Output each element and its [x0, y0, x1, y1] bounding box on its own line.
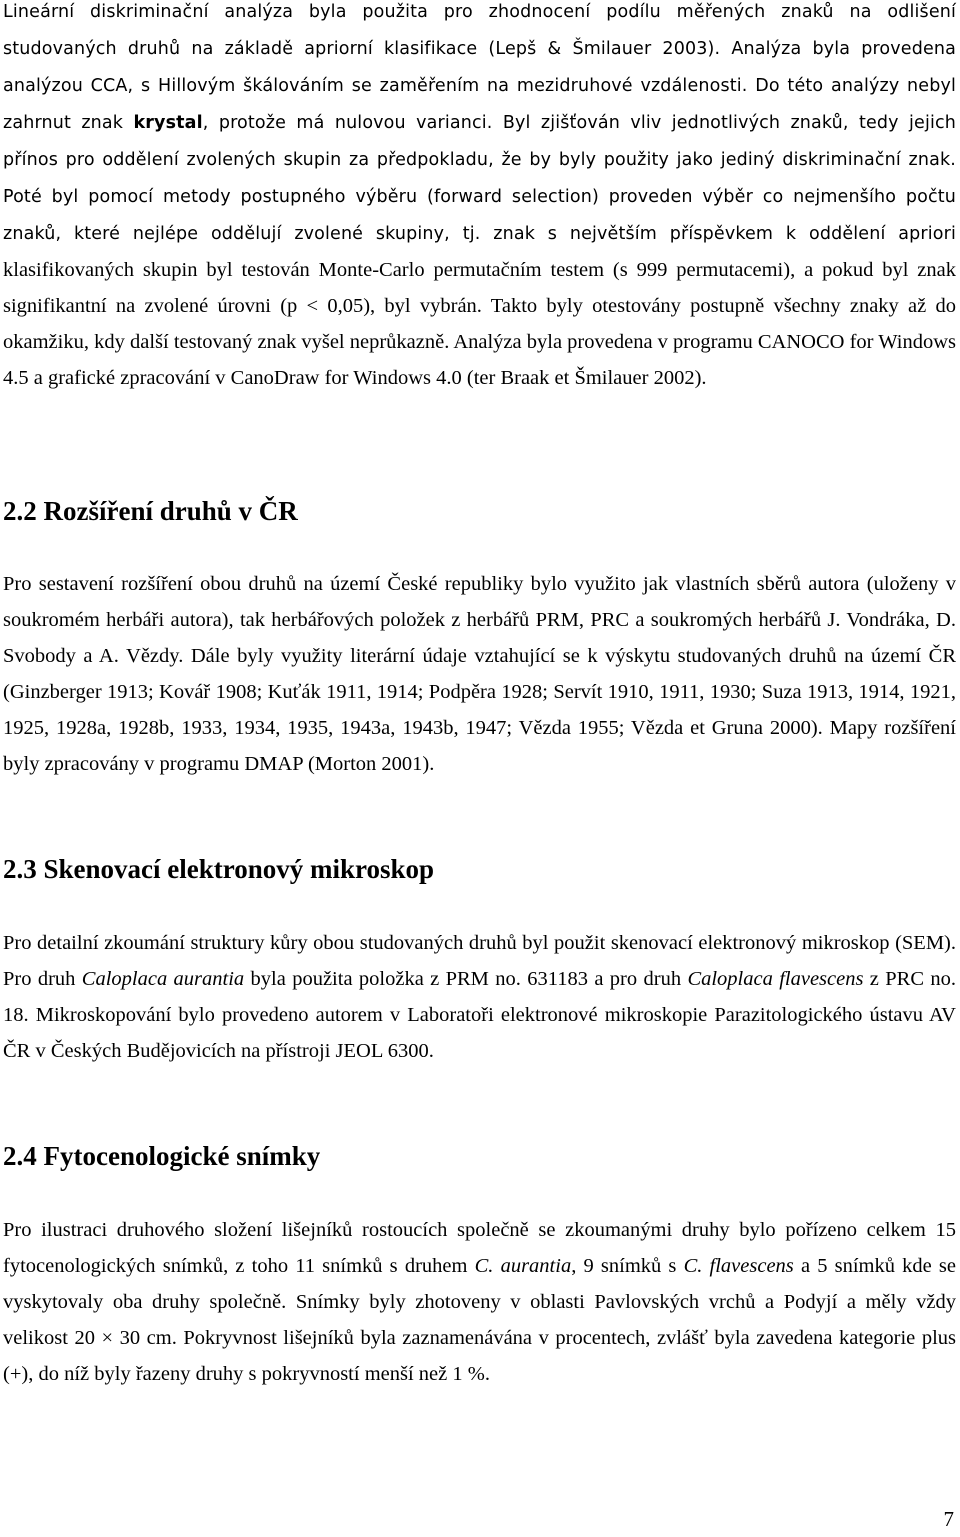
paragraph-text: Lineární diskriminační analýza byla použita pro zhodnocení podílu měřených znaků na odlišení studovaných druhů na základě apriorní klasifikace (Lepš & Šmilauer 2003). Analýza byla provedena analýzou CCA, s Hillovým škálováním se zaměřením na mezidruhové vzdálenosti. Do této analýzy nebyl zahrnut znak — [3, 2, 956, 133]
species-name: Caloplaca aurantia — [81, 968, 245, 990]
paragraph-text: Pro ilustraci druhového složení lišejníků rostoucích společně se zkoumanými druhy bylo pořízeno celkem 15 fytocenologických snímků, z toho 11 snímků s druhem — [3, 1219, 956, 1277]
species-name: C. aurantia — [474, 1255, 572, 1277]
section-heading-2-2: 2.2 Rozšíření druhů v ČR — [3, 496, 298, 526]
paragraph-distribution: Pro sestavení rozšíření obou druhů na území České republiky bylo využito jak vlastních sběrů autora (uloženy v soukromém herbáři autora), tak herbářových položek z herbářů PRM, PRC a soukromých herbářů J. Vondráka, D. Svobody a A. Vězdy. Dále byly využity literární údaje vztahující se k výskytu studovaných druhů na území ČR (Ginzberger 1913; Kovář 1908; Kuťák 1911, 1914; Podpěra 1928; Servít 1910, 1911, 1930; Suza 1913, 1914, 1921, 1925, 1928a, 1928b, 1933, 1934, 1935, 1943a, 1943b, 1947; Vězda 1955; Vězda et Gruna 2000). Mapy rozšíření byly zpracovány v programu DMAP (Morton 2001). — [3, 573, 956, 775]
term-krystal: krystal — [133, 113, 203, 133]
paragraph-text: z PRC no. 18. Mikroskopování bylo provedeno autorem v Laboratoři elektronové mikroskopie Parazitologického ústavu AV ČR v Českých Budějovicích na přístroji JEOL 6300. — [3, 968, 957, 1062]
paragraph-text: a 5 snímků kde se vyskytovaly oba druhy společně. Snímky byly zhotoveny v oblasti Pavlovských vrchů a Podyjí a měly vždy velikost 20 × 30 cm. Pokryvnost lišejníků byla zaznamenávána v procentech, zvlášť byla zavedena kategorie plus (+), do níž byly řazeny druhy s pokryvností menší než 1 %. — [3, 1255, 956, 1385]
section-heading-2-3: 2.3 Skenovací elektronový mikroskop — [3, 854, 435, 884]
section-heading-2-4: 2.4 Fytocenologické snímky — [3, 1141, 321, 1171]
paragraph-phytocenological — [3, 1212, 956, 1392]
paragraph-text: klasifikovaných skupin byl testován Monte-Carlo permutačním testem (s 999 permutacemi), a pokud byl znak signifikantní na zvolené úrovni (p < 0,05), byl vybrán. Takto byly otestovány postupně všechny znaky až do okamžiku, kdy další testovaný znak vyšel neprůkazně. Analýza byla provedena v programu CANOCO for Windows 4.5 a grafické zpracování v CanoDraw for Windows 4.0 (ter Braak et Šmilauer 2002). — [3, 259, 956, 389]
species-name: C. flavescens — [683, 1255, 794, 1277]
paragraph-text: , protože má nulovou varianci. Byl zjišťován vliv jednotlivých znaků, tedy jejich přínos pro oddělení zvolených skupin za předpokladu, že by byly použity jako jediný diskriminační znak. Poté byl pomocí metody postupného výběru (forward selection) proveden výběr co nejmenšího počtu znaků, které nejlépe oddělují zvolené skupiny, tj. znak s největším příspěvkem k oddělení apriori — [3, 113, 956, 244]
paragraph-text: Pro detailní zkoumání struktury kůry obou studovaných druhů byl použit skenovací elektronový mikroskop (SEM). Pro druh — [3, 932, 956, 990]
page-number: 7 — [943, 1507, 954, 1531]
species-name: Caloplaca flavescens — [687, 968, 864, 990]
paragraph-sem — [3, 925, 956, 1069]
paragraph-text: byla použita položka z PRM no. 631183 a pro druh — [244, 968, 688, 990]
paragraph-text: , 9 snímků s — [571, 1255, 684, 1277]
paragraph-discriminant-analysis — [3, 0, 956, 396]
